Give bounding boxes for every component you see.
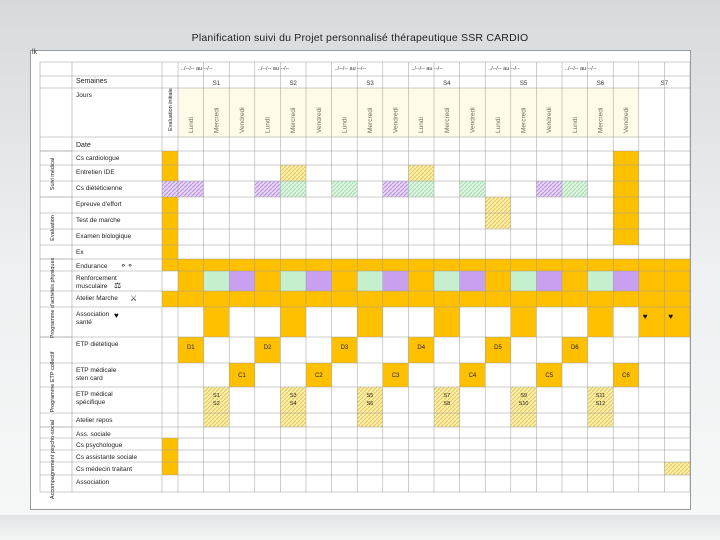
day-header-cell — [229, 88, 255, 137]
association-cell — [204, 307, 230, 337]
day-label: Vendredi — [469, 107, 477, 133]
page-marker: lk — [32, 49, 38, 56]
eval-cell — [162, 151, 178, 165]
schedule-cell — [408, 165, 434, 181]
heart-icon: ♥ — [114, 311, 119, 320]
schedule-cell — [639, 259, 665, 271]
eval-cell — [162, 197, 178, 213]
schedule-cell — [162, 438, 178, 450]
day-label: Vendredi — [315, 107, 323, 133]
schedule-cell — [162, 181, 178, 197]
schedule-cell — [332, 181, 358, 197]
day-label: Vendredi — [392, 107, 400, 133]
schedule-cell — [408, 181, 434, 197]
schedule-cell — [664, 291, 690, 307]
group-label: Accompagnement psycho-social — [50, 419, 56, 500]
atelier-marche-cell — [460, 291, 486, 307]
etp-specifique-cell — [204, 387, 230, 413]
row-label: santé — [76, 319, 92, 326]
session-code: D6 — [570, 345, 579, 351]
row-label: ETP médicale — [76, 367, 117, 374]
week-label: S1 — [212, 81, 221, 87]
row-label: Test de marche — [76, 217, 121, 224]
day-header-cell — [280, 88, 306, 137]
schedule-cell — [280, 165, 306, 181]
schedule-cell — [255, 181, 281, 197]
day-label: Mercredi — [213, 107, 221, 133]
endurance-cell — [178, 259, 204, 271]
day-header-cell — [306, 88, 332, 137]
row-label: Endurance — [76, 263, 108, 270]
atelier-marche-cell — [562, 291, 588, 307]
endurance-cell — [511, 259, 537, 271]
renforcement-cell — [536, 271, 562, 291]
session-code: D3 — [340, 345, 349, 351]
day-label: Vendredi — [239, 107, 246, 133]
schedule-cell — [162, 462, 178, 475]
row-label: ETP diététique — [76, 341, 119, 348]
atelier-marche-cell — [280, 291, 306, 307]
eval-cell — [162, 213, 178, 229]
schedule-cell — [280, 181, 306, 197]
week-date-range: ../--/-- au --/-- — [488, 66, 520, 72]
atelier-repos-cell — [357, 413, 383, 427]
day-label: Lundi — [187, 117, 195, 133]
atelier-marche-cell — [588, 291, 614, 307]
etp-specifique-cell — [588, 387, 614, 413]
day-header-cell — [536, 88, 562, 137]
day-label: Mercredi — [597, 107, 605, 133]
atelier-marche-cell — [511, 291, 537, 307]
endurance-cell — [485, 259, 511, 271]
endurance-cell — [332, 259, 358, 271]
renforcement-cell — [255, 271, 281, 291]
renforcement-cell — [408, 271, 434, 291]
session-code: S10 — [518, 401, 529, 407]
session-code: S1 — [213, 393, 220, 399]
session-code: C6 — [622, 373, 630, 379]
schedule-cell — [664, 259, 690, 271]
dumbbell-icon: ⚖ — [114, 281, 122, 290]
row-label: Atelier repos — [76, 417, 113, 424]
session-code: D2 — [263, 345, 272, 351]
day-label: Mercredi — [367, 107, 374, 133]
day-header-cell — [178, 88, 204, 137]
week-date-range: ../--/-- au --/-- — [334, 66, 367, 72]
row-label: Renforcement — [76, 275, 117, 282]
day-header-cell — [357, 88, 383, 137]
atelier-marche-cell — [357, 291, 383, 307]
session-code: C3 — [391, 373, 400, 379]
association-cell — [434, 307, 460, 337]
etp-specifique-cell — [511, 387, 537, 413]
endurance-cell — [562, 259, 588, 271]
eval-cell — [162, 229, 178, 245]
association-cell — [511, 307, 537, 337]
heart-icon: ♥ — [668, 312, 674, 321]
endurance-cell — [306, 259, 332, 271]
group-label: Programme d'activités physiques — [50, 257, 56, 339]
renforcement-cell — [562, 271, 588, 291]
endurance-cell — [204, 259, 230, 271]
endurance-cell — [357, 259, 383, 271]
atelier-marche-cell — [613, 291, 639, 307]
session-code: C2 — [314, 373, 323, 379]
day-label: Mercredi — [520, 107, 528, 133]
day-header-cell — [204, 88, 230, 137]
day-header-cell — [332, 88, 358, 137]
bottom-bar — [0, 515, 720, 540]
renforcement-cell — [178, 271, 204, 291]
atelier-repos-cell — [511, 413, 537, 427]
endurance-cell — [255, 259, 281, 271]
atelier-marche-cell — [229, 291, 255, 307]
atelier-marche-cell — [178, 291, 204, 307]
row-label: Ass. sociale — [76, 431, 111, 438]
row-label: Cs diététicienne — [76, 185, 123, 192]
session-code: S6 — [366, 401, 374, 407]
renforcement-cell — [332, 271, 358, 291]
renforcement-cell — [613, 271, 639, 291]
schedule-cell — [613, 181, 639, 197]
week-date-range: ../--/-- au --/-- — [257, 66, 290, 72]
schedule-cell — [485, 197, 511, 213]
atelier-marche-cell — [332, 291, 358, 307]
endurance-cell — [536, 259, 562, 271]
week-label: S4 — [443, 81, 451, 87]
evaluation-initiale-label: Evaluation initiale — [168, 88, 174, 131]
session-code: S9 — [520, 393, 527, 399]
heart-icon: ♥ — [642, 312, 648, 321]
group-label: Programme ETP collectif — [50, 351, 56, 413]
etp-specifique-cell — [280, 387, 306, 413]
atelier-marche-cell — [306, 291, 332, 307]
atelier-marche-cell — [383, 291, 409, 307]
atelier-marche-cell — [204, 291, 230, 307]
row-label: sten card — [76, 375, 103, 382]
week-label: S3 — [366, 81, 374, 87]
schedule-cell — [639, 271, 665, 291]
schedule-cell — [639, 291, 665, 307]
schedule-cell — [613, 229, 639, 245]
week-label: S5 — [519, 81, 528, 87]
session-code: S3 — [289, 393, 297, 399]
schedule-cell — [460, 181, 486, 197]
endurance-cell — [383, 259, 409, 271]
week-label: S7 — [660, 81, 669, 87]
day-header-cell — [383, 88, 409, 137]
renforcement-cell — [229, 271, 255, 291]
association-cell — [588, 307, 614, 337]
schedule-cell — [562, 181, 588, 197]
day-header-cell — [434, 88, 460, 137]
week-date-range: ../--/-- au --/-- — [565, 66, 597, 72]
session-code: S5 — [366, 393, 374, 399]
day-header-cell — [613, 88, 639, 137]
day-label: Lundi — [341, 117, 349, 133]
day-label: Lundi — [264, 117, 272, 133]
schedule-cell — [613, 165, 639, 181]
session-code: D1 — [186, 345, 195, 351]
atelier-marche-cell — [485, 291, 511, 307]
schedule-cell — [664, 462, 690, 475]
session-code: D4 — [417, 345, 426, 351]
association-cell — [357, 307, 383, 337]
row-label: spécifique — [76, 399, 106, 406]
renforcement-cell — [280, 271, 306, 291]
schedule-cell — [162, 450, 178, 462]
schedule-cell — [162, 291, 178, 307]
atelier-marche-cell — [408, 291, 434, 307]
week-label: S6 — [596, 81, 605, 87]
day-label: Lundi — [571, 117, 579, 133]
row-label: Cs cardiologue — [76, 155, 120, 162]
row-label: ETP médical — [76, 391, 113, 398]
endurance-cell — [588, 259, 614, 271]
row-label: Cs psychologue — [76, 442, 123, 449]
day-label: Mercredi — [443, 107, 451, 133]
schedule-cell — [162, 259, 178, 271]
etp-specifique-cell — [434, 387, 460, 413]
atelier-repos-cell — [280, 413, 306, 427]
row-label: Cs médecin traitant — [76, 466, 132, 473]
row-label: Association — [76, 311, 110, 318]
jours-label: Jours — [76, 92, 92, 99]
atelier-repos-cell — [204, 413, 230, 427]
day-label: Lundi — [495, 117, 502, 133]
row-label: Association — [76, 479, 110, 486]
row-label: Entretien IDE — [76, 169, 115, 176]
date-label: Date — [76, 142, 91, 149]
atelier-repos-cell — [588, 413, 614, 427]
day-label: Vendredi — [623, 107, 630, 133]
endurance-cell — [434, 259, 460, 271]
eval-cell — [162, 245, 178, 259]
session-code: C1 — [238, 373, 246, 379]
bicycle-icon: ⚬⚬ — [120, 261, 134, 270]
row-label: Atelier Marche — [76, 295, 118, 302]
row-label: Ex — [76, 249, 84, 256]
etp-specifique-cell — [357, 387, 383, 413]
atelier-marche-cell — [536, 291, 562, 307]
week-date-range: ../--/-- au --/-- — [411, 66, 443, 72]
renforcement-cell — [434, 271, 460, 291]
renforcement-cell — [511, 271, 537, 291]
session-code: C5 — [545, 373, 554, 379]
session-code: S4 — [289, 401, 297, 407]
session-code: S12 — [595, 401, 606, 407]
day-header-cell — [255, 88, 281, 137]
semaines-label: Semaines — [76, 78, 108, 85]
schedule-cell — [613, 197, 639, 213]
renforcement-cell — [204, 271, 230, 291]
renforcement-cell — [383, 271, 409, 291]
day-header-cell — [485, 88, 511, 137]
row-label: Epreuve d'effort — [76, 201, 122, 208]
renforcement-cell — [485, 271, 511, 291]
schedule-cell — [613, 151, 639, 165]
session-code: D5 — [494, 345, 502, 351]
group-label: Suivi médical — [50, 157, 56, 191]
schedule-cell — [664, 271, 690, 291]
day-label: Lundi — [418, 117, 426, 133]
row-label: Examen biologique — [76, 233, 132, 240]
session-code: S7 — [443, 393, 451, 399]
atelier-marche-cell — [434, 291, 460, 307]
renforcement-cell — [357, 271, 383, 291]
row-label: musculaire — [76, 283, 108, 290]
session-code: S11 — [595, 393, 606, 399]
group-label: Evaluation — [50, 215, 56, 241]
association-cell — [280, 307, 306, 337]
endurance-cell — [613, 259, 639, 271]
row-label: Cs assistante sociale — [76, 454, 138, 461]
schedule-cell — [178, 181, 204, 197]
week-label: S2 — [289, 81, 297, 87]
atelier-repos-cell — [434, 413, 460, 427]
day-label: Mercredi — [290, 107, 298, 133]
renforcement-cell — [588, 271, 614, 291]
schedule-cell — [613, 213, 639, 229]
session-code: S2 — [213, 401, 220, 407]
walking-icon: ⚔ — [130, 294, 138, 303]
page-title: Planification suivi du Projet personnalisé thérapeutique SSR CARDIO — [191, 32, 529, 44]
renforcement-cell — [306, 271, 332, 291]
session-code: C4 — [468, 373, 477, 379]
renforcement-cell — [460, 271, 486, 291]
day-header-cell — [562, 88, 588, 137]
day-header-cell — [460, 88, 486, 137]
week-date-range: ../--/-- au --/-- — [181, 66, 213, 72]
eval-cell — [162, 165, 178, 181]
schedule-cell — [485, 213, 511, 229]
schedule-cell — [536, 181, 562, 197]
endurance-cell — [229, 259, 255, 271]
session-code: S8 — [443, 401, 451, 407]
day-header-cell — [408, 88, 434, 137]
day-header-cell — [588, 88, 614, 137]
endurance-cell — [280, 259, 306, 271]
schedule-cell — [383, 181, 409, 197]
atelier-marche-cell — [255, 291, 281, 307]
day-label: Vendredi — [546, 107, 554, 133]
endurance-cell — [460, 259, 486, 271]
day-header-cell — [511, 88, 537, 137]
endurance-cell — [408, 259, 434, 271]
